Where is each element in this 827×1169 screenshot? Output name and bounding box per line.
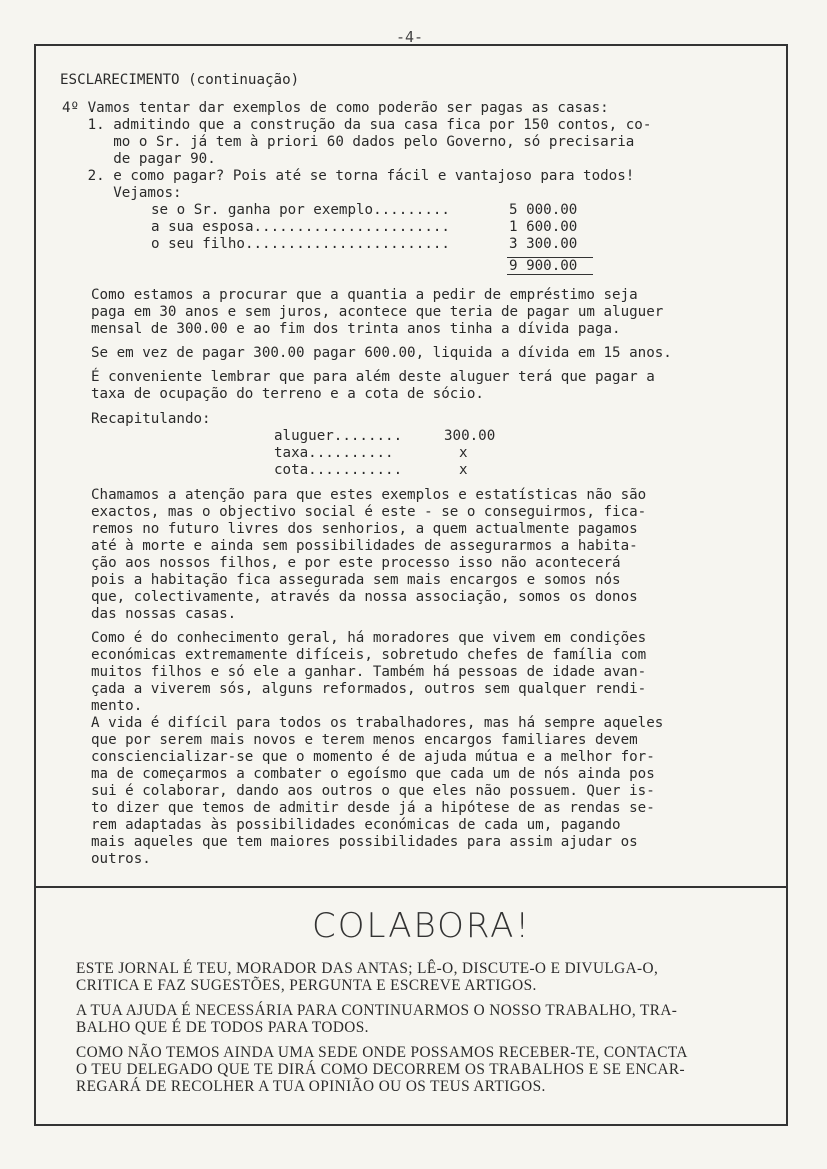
income-value: 1 600.00 bbox=[509, 219, 578, 235]
text-line: BALHO QUE É DE TODOS PARA TODOS. bbox=[76, 1019, 369, 1036]
text-line: ESTE JORNAL É TEU, MORADOR DAS ANTAS; LÊ-O, DISCUTE-O E DIVULGA-O, bbox=[76, 960, 659, 977]
text-line: paga em 30 anos e sem juros, acontece que teria de pagar um aluguer bbox=[91, 304, 664, 320]
text-line: O TEU DELEGADO QUE TE DIRÁ COMO DECORREM OS TRABALHOS E SE ENCAR- bbox=[76, 1061, 685, 1078]
article-heading: ESCLARECIMENTO (continuação) bbox=[60, 72, 300, 88]
text-line: económicas extremamente difíceis, sobretudo chefes de família com bbox=[91, 647, 647, 663]
intro-line: Vejamos: bbox=[62, 185, 182, 201]
recap-label: cota........... bbox=[274, 462, 403, 478]
text-line: pois a habitação fica assegurada sem mais encargos e somos nós bbox=[91, 572, 621, 588]
recap-label: aluguer........ bbox=[274, 428, 403, 444]
intro-line: mo o Sr. já tem à priori 60 dados pelo Governo, só precisaria bbox=[62, 134, 635, 150]
text-line: que, colectivamente, através da nossa associação, somos os donos bbox=[91, 589, 638, 605]
recap-value: x bbox=[459, 445, 468, 461]
intro-line: 2. e como pagar? Pois até se torna fácil e vantajoso para todos! bbox=[62, 168, 635, 184]
text-line: Como é do conhecimento geral, há moradores que vivem em condições bbox=[91, 630, 647, 646]
text-line: CRITICA E FAZ SUGESTÕES, PERGUNTA E ESCREVE ARTIGOS. bbox=[76, 977, 537, 994]
text-line: rem adaptadas às possibilidades económicas de cada um, pagando bbox=[91, 817, 621, 833]
text-line: A vida é difícil para todos os trabalhadores, mas há sempre aqueles bbox=[91, 715, 664, 731]
text-line: Chamamos a atenção para que estes exemplos e estatísticas não são bbox=[91, 487, 647, 503]
text-line: taxa de ocupação do terreno e a cota de sócio. bbox=[91, 386, 484, 402]
text-line: ma de começarmos a combater o egoísmo que cada um de nós ainda pos bbox=[91, 766, 655, 782]
intro-line: 4º Vamos tentar dar exemplos de como poderão ser pagas as casas: bbox=[62, 100, 609, 116]
income-total: 9 900.00 bbox=[509, 258, 578, 274]
text-line: que por serem mais novos e terem menos encargos familiares devem bbox=[91, 732, 638, 748]
text-line: outros. bbox=[91, 851, 151, 867]
page-number: -4- bbox=[396, 28, 424, 46]
paragraph-double: Se em vez de pagar 300.00 pagar 600.00, liquida a dívida em 15 anos. bbox=[91, 345, 672, 361]
section-divider bbox=[34, 886, 788, 888]
text-line: até à morte e ainda sem possibilidades de assegurarmos a habita- bbox=[91, 538, 638, 554]
text-line: É conveniente lembrar que para além deste aluguer terá que pagar a bbox=[91, 369, 655, 385]
text-line: sui é colaborar, dando aos outros o que eles não possuem. Quer is- bbox=[91, 783, 655, 799]
text-line: remos no futuro livres dos senhorios, a quem actualmente pagamos bbox=[91, 521, 638, 537]
intro-line: de pagar 90. bbox=[62, 151, 216, 167]
text-line: ção aos nossos filhos, e por este processo isso não acontecerá bbox=[91, 555, 621, 571]
income-label: se o Sr. ganha por exemplo......... bbox=[151, 202, 450, 218]
income-value: 3 300.00 bbox=[509, 236, 578, 252]
text-line: mento. bbox=[91, 698, 143, 714]
income-label: a sua esposa....................... bbox=[151, 219, 450, 235]
text-line: çada a viverem sós, alguns reformados, outros sem qualquer rendi- bbox=[91, 681, 647, 697]
text-line: muitos filhos e só ele a ganhar. Também há pessoas de idade avan- bbox=[91, 664, 647, 680]
text-line: Como estamos a procurar que a quantia a pedir de empréstimo seja bbox=[91, 287, 638, 303]
text-line: COMO NÃO TEMOS AINDA UMA SEDE ONDE POSSAMOS RECEBER-TE, CONTACTA bbox=[76, 1044, 688, 1061]
text-line: to dizer que temos de admitir desde já a hipótese de as rendas se- bbox=[91, 800, 655, 816]
sum-rule bbox=[507, 274, 593, 275]
income-value: 5 000.00 bbox=[509, 202, 578, 218]
income-label: o seu filho........................ bbox=[151, 236, 450, 252]
text-line: mensal de 300.00 e ao fim dos trinta anos tinha a dívida paga. bbox=[91, 321, 621, 337]
text-line: consciencializar-se que o momento é de ajuda mútua e a melhor for- bbox=[91, 749, 655, 765]
colabora-title: COLABORA! bbox=[312, 906, 532, 946]
intro-line: 1. admitindo que a construção da sua casa fica por 150 contos, co- bbox=[62, 117, 652, 133]
text-line: exactos, mas o objectivo social é este - se o conseguirmos, fica- bbox=[91, 504, 647, 520]
text-line: REGARÁ DE RECOLHER A TUA OPINIÃO OU OS TEUS ARTIGOS. bbox=[76, 1078, 546, 1095]
recap-value: 300.00 bbox=[444, 428, 496, 444]
text-line: mais aqueles que tem maiores possibilidades para assim ajudar os bbox=[91, 834, 638, 850]
text-line: A TUA AJUDA É NECESSÁRIA PARA CONTINUARMOS O NOSSO TRABALHO, TRA- bbox=[76, 1002, 678, 1019]
recap-value: x bbox=[459, 462, 468, 478]
recap-label: taxa.......... bbox=[274, 445, 394, 461]
recap-heading: Recapitulando: bbox=[91, 411, 211, 427]
text-line: das nossas casas. bbox=[91, 606, 237, 622]
